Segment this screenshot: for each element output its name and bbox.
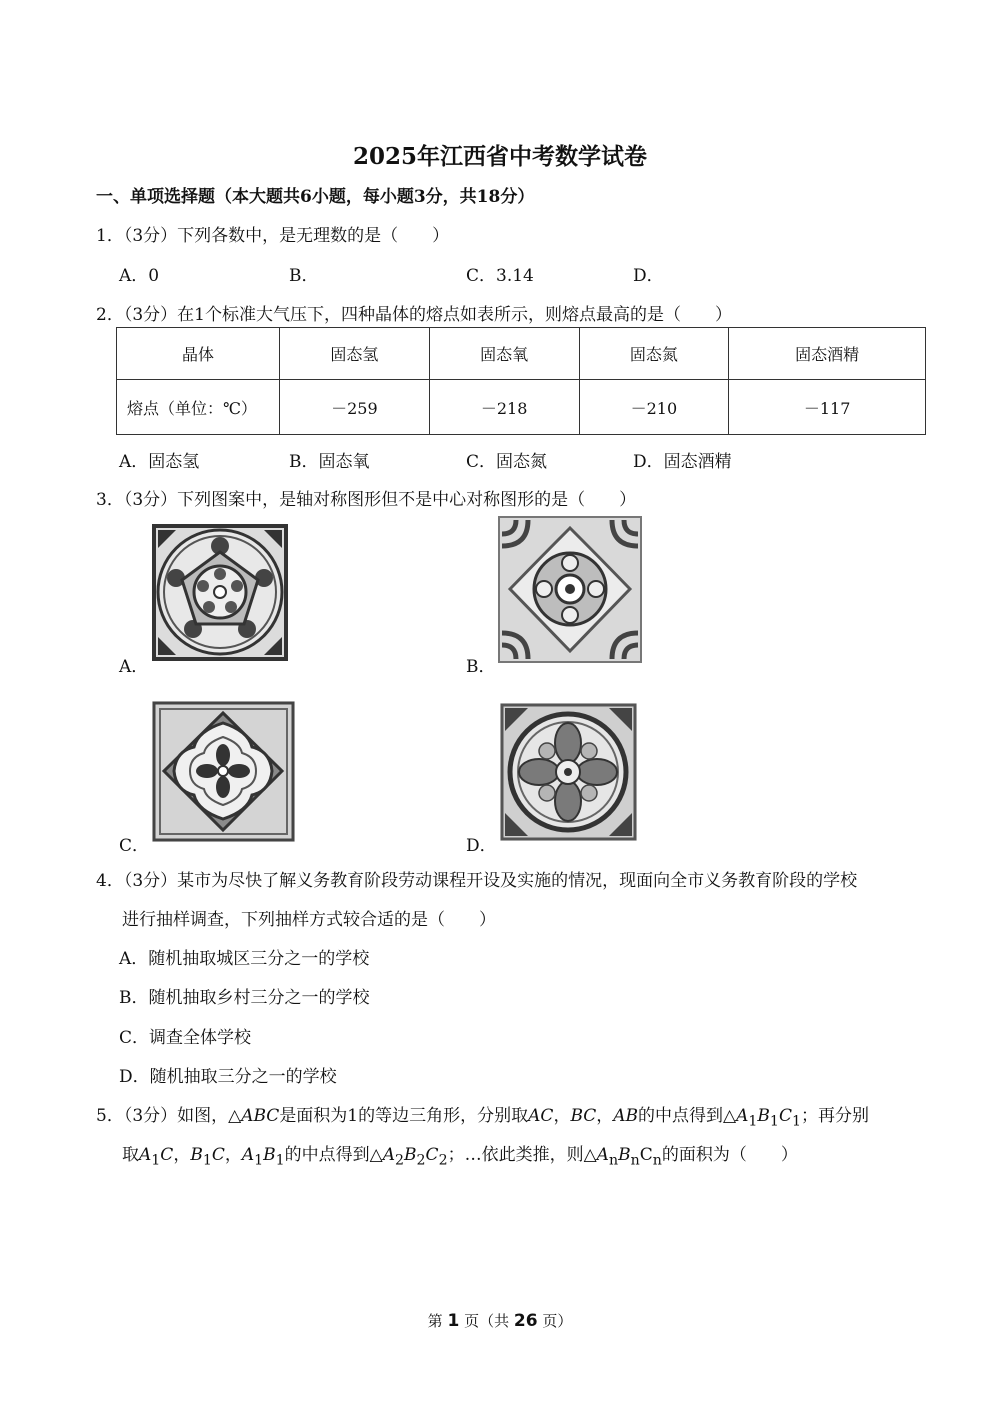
q5-stem-line2 — [122, 1140, 798, 1168]
q5-text: 的中点得到△ — [638, 1106, 737, 1126]
table-header-cell: 固态氢 — [280, 328, 430, 380]
page-footer — [0, 1310, 1000, 1331]
q5-sub: 2 — [416, 1152, 426, 1169]
table-header-cell: 固态氮 — [579, 328, 729, 380]
table-row-label: 熔点（单位：℃） — [117, 380, 280, 435]
q5-math: AC — [528, 1106, 554, 1126]
q4-option-b: B．随机抽取乡村三分之一的学校 — [119, 988, 370, 1008]
q5-sub: 2 — [438, 1152, 448, 1169]
q5-math: C — [160, 1145, 174, 1165]
table-header-row — [117, 328, 926, 380]
q5-math: A — [382, 1145, 396, 1165]
q2-option-b: B．固态氧 — [289, 452, 370, 472]
q2-option-d: D．固态酒精 — [633, 452, 732, 472]
q3-label-d: D． — [466, 836, 497, 856]
q5-math: B — [263, 1145, 276, 1165]
q4-option-c: C．调查全体学校 — [119, 1028, 252, 1048]
q5-math: A — [241, 1145, 255, 1165]
q5-sub: 1 — [151, 1152, 161, 1169]
q1-option-d: D． — [633, 266, 664, 286]
q1-stem: 1．（3分）下列各数中，是无理数的是（ ） — [96, 226, 450, 246]
q5-sub: 1 — [791, 1113, 801, 1130]
footer-text: 第 — [427, 1312, 443, 1330]
q5-text: 5．（3分）如图，△ — [96, 1106, 242, 1126]
q5-sub: 2 — [395, 1152, 405, 1169]
q3-label-c: C． — [119, 836, 150, 856]
table-cell: －218 — [429, 380, 579, 435]
q1-option-a: A．0 — [119, 266, 160, 286]
q4-option-d: D．随机抽取三分之一的学校 — [119, 1067, 337, 1087]
q5-math: C — [211, 1145, 225, 1165]
q1-option-b: B． — [289, 266, 319, 286]
q5-text: 的中点得到△ — [284, 1145, 383, 1165]
page-number: 1 — [447, 1311, 460, 1331]
q5-text: ， — [553, 1106, 571, 1126]
tile-d-image — [500, 703, 637, 841]
q5-text: C — [639, 1145, 653, 1165]
tile-a-image — [152, 524, 288, 661]
q5-text: 是面积为1的等边三角形，分别取 — [279, 1106, 529, 1126]
q5-math: A — [139, 1145, 152, 1165]
q5-sub: 1 — [202, 1152, 212, 1169]
melting-point-table — [116, 327, 926, 435]
q5-math: C — [425, 1145, 439, 1165]
q1-option-c: C．3.14 — [466, 266, 534, 286]
q5-text: ；再分别 — [800, 1106, 869, 1126]
q5-text: ， — [224, 1145, 242, 1165]
q5-math: C — [778, 1106, 792, 1126]
footer-text: 页（共 — [464, 1312, 510, 1330]
tile-c-image — [152, 701, 295, 842]
q3-label-a: A． — [119, 657, 149, 677]
q5-text: 的面积为（ ） — [661, 1145, 798, 1165]
q5-sub: 1 — [748, 1113, 758, 1130]
q5-math: BC — [570, 1106, 597, 1126]
footer-text: 页） — [542, 1312, 573, 1330]
q5-sub: 1 — [275, 1152, 285, 1169]
q4-option-a: A．随机抽取城区三分之一的学校 — [119, 949, 370, 969]
q5-sub: 1 — [254, 1152, 264, 1169]
q5-text: 取 — [122, 1145, 139, 1165]
q3-stem: 3．（3分）下列图案中，是轴对称图形但不是中心对称图形的是（ ） — [96, 490, 637, 510]
q5-math: A — [736, 1106, 749, 1126]
q5-text: ， — [173, 1145, 191, 1165]
q4-stem-line2: 进行抽样调查，下列抽样方式较合适的是（ ） — [122, 910, 496, 930]
q5-math: B — [404, 1145, 417, 1165]
q4-stem-line1: 4．（3分）某市为尽快了解义务教育阶段劳动课程开设及实施的情况，现面向全市义务教育阶段的学校 — [96, 871, 858, 891]
table-header-cell: 晶体 — [117, 328, 280, 380]
tile-b-image — [498, 516, 642, 663]
table-row — [117, 380, 926, 435]
q5-sub: n — [608, 1152, 619, 1169]
page-total: 26 — [513, 1311, 538, 1331]
q5-sub: n — [630, 1152, 640, 1169]
table-cell: －210 — [579, 380, 729, 435]
table-header-cell: 固态酒精 — [729, 328, 926, 380]
q2-option-c: C．固态氮 — [466, 452, 548, 472]
exam-title: 2025年江西省中考数学试卷 — [352, 143, 647, 170]
table-header-cell: 固态氧 — [429, 328, 579, 380]
q5-math: AB — [613, 1106, 639, 1126]
q5-sub: 1 — [769, 1113, 779, 1130]
q5-stem-line1 — [96, 1101, 869, 1129]
q5-math: B — [757, 1106, 770, 1126]
q5-math: A — [596, 1145, 609, 1165]
q5-text: ；…依此类推，则△ — [447, 1145, 597, 1165]
table-cell: －259 — [280, 380, 430, 435]
q5-text: ， — [596, 1106, 614, 1126]
table-cell: －117 — [729, 380, 926, 435]
q5-math: ABC — [241, 1106, 280, 1126]
q3-label-b: B． — [466, 657, 496, 677]
q5-math: B — [618, 1145, 631, 1165]
q2-stem: 2．（3分）在1个标准大气压下，四种晶体的熔点如表所示，则熔点最高的是（ ） — [96, 305, 732, 325]
q5-math: B — [190, 1145, 203, 1165]
q5-sub: n — [652, 1152, 662, 1169]
q2-option-a: A．固态氢 — [119, 452, 200, 472]
section-heading: 一、单项选择题（本大题共6小题，每小题3分，共18分） — [96, 187, 535, 207]
